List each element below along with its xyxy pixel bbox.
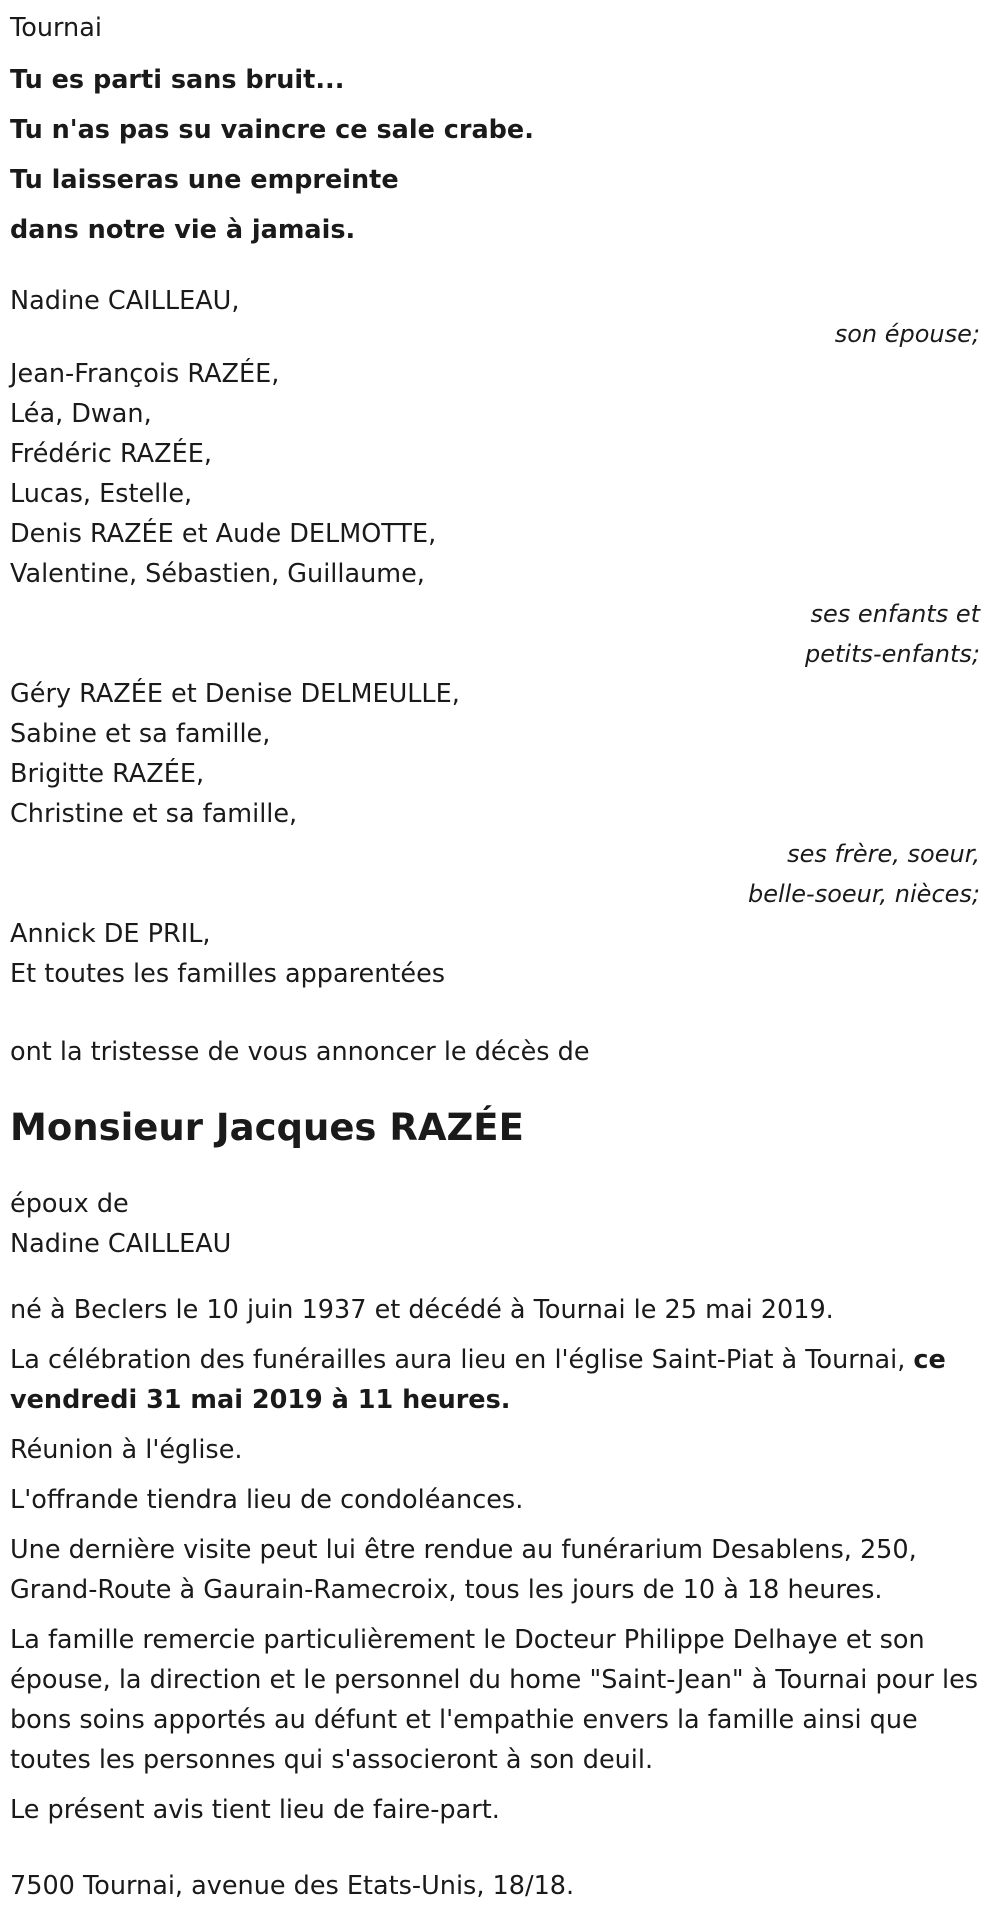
deceased-name: Monsieur Jacques RAZÉE	[10, 1106, 524, 1149]
spouse-name: Nadine CAILLEAU	[10, 1229, 232, 1259]
spouse-intro: époux de	[10, 1189, 129, 1219]
notice-text: Le présent avis tient lieu de faire-part.	[10, 1795, 500, 1825]
others-group	[10, 914, 990, 994]
birth-death-text: né à Beclers le 10 juin 1937 et décédé à Tournai le 25 mai 2019.	[10, 1295, 834, 1325]
obituary-content	[10, 8, 990, 1906]
family-name: Sabine et sa famille,	[10, 719, 271, 749]
role-line: son épouse;	[834, 320, 980, 348]
announcement: ont la tristesse de vous annoncer le décès de	[10, 1037, 590, 1067]
family-name: Valentine, Sébastien, Guillaume,	[10, 559, 425, 589]
family-name: Annick DE PRIL,	[10, 919, 211, 949]
role-line: ses enfants et	[810, 600, 980, 628]
funeral-info	[10, 1340, 1000, 1420]
siblings-group	[10, 674, 990, 914]
family-name: Nadine CAILLEAU,	[10, 286, 240, 316]
thanks-text: La famille remercie particulièrement le Docteur Philippe Delhaye et son épouse, la direction et le personnel du home "Saint-Jean" à Tournai pour les bons soins apportés au défunt et l'empathie envers la famille ainsi que toutes les personnes qui s'associeront à son deuil.	[10, 1625, 979, 1775]
family-role	[10, 834, 980, 914]
family-name: Léa, Dwan,	[10, 399, 152, 429]
meeting-text: Réunion à l'église.	[10, 1435, 243, 1465]
poem-line: Tu laisseras une empreinte	[10, 165, 399, 195]
family-name: Jean-François RAZÉE,	[10, 359, 280, 389]
funeral-date: ce vendredi 31 mai 2019 à 11 heures.	[10, 1345, 946, 1415]
spouse-group	[10, 281, 990, 354]
city-header: Tournai	[10, 13, 102, 43]
offering-text: L'offrande tiendra lieu de condoléances.	[10, 1485, 524, 1515]
poem	[10, 55, 990, 255]
family-name: Et toutes les familles apparentées	[10, 959, 446, 989]
poem-line: Tu n'as pas su vaincre ce sale crabe.	[10, 115, 534, 145]
funeral-text: La célébration des funérailles aura lieu en l'église Saint-Piat à Tournai,	[10, 1345, 914, 1375]
family-name: Brigitte RAZÉE,	[10, 759, 205, 789]
role-line: belle-soeur, nièces;	[747, 880, 980, 908]
family-name: Christine et sa famille,	[10, 799, 298, 829]
family-name: Géry RAZÉE et Denise DELMEULLE,	[10, 679, 460, 709]
family-name: Denis RAZÉE et Aude DELMOTTE,	[10, 519, 437, 549]
role-line: ses frère, soeur,	[787, 840, 980, 868]
children-group	[10, 354, 990, 674]
poem-line: Tu es parti sans bruit...	[10, 65, 345, 95]
address: 7500 Tournai, avenue des Etats-Unis, 18/18.	[10, 1871, 575, 1901]
family-role	[10, 594, 980, 674]
role-line: petits-enfants;	[805, 640, 980, 668]
visit-text: Une dernière visite peut lui être rendue au funérarium Desablens, 250, Grand-Route à Gaurain-Ramecroix, tous les jours de 10 à 18 heures.	[10, 1535, 917, 1605]
family-name: Frédéric RAZÉE,	[10, 439, 212, 469]
poem-line: dans notre vie à jamais.	[10, 215, 356, 245]
family-name: Lucas, Estelle,	[10, 479, 193, 509]
